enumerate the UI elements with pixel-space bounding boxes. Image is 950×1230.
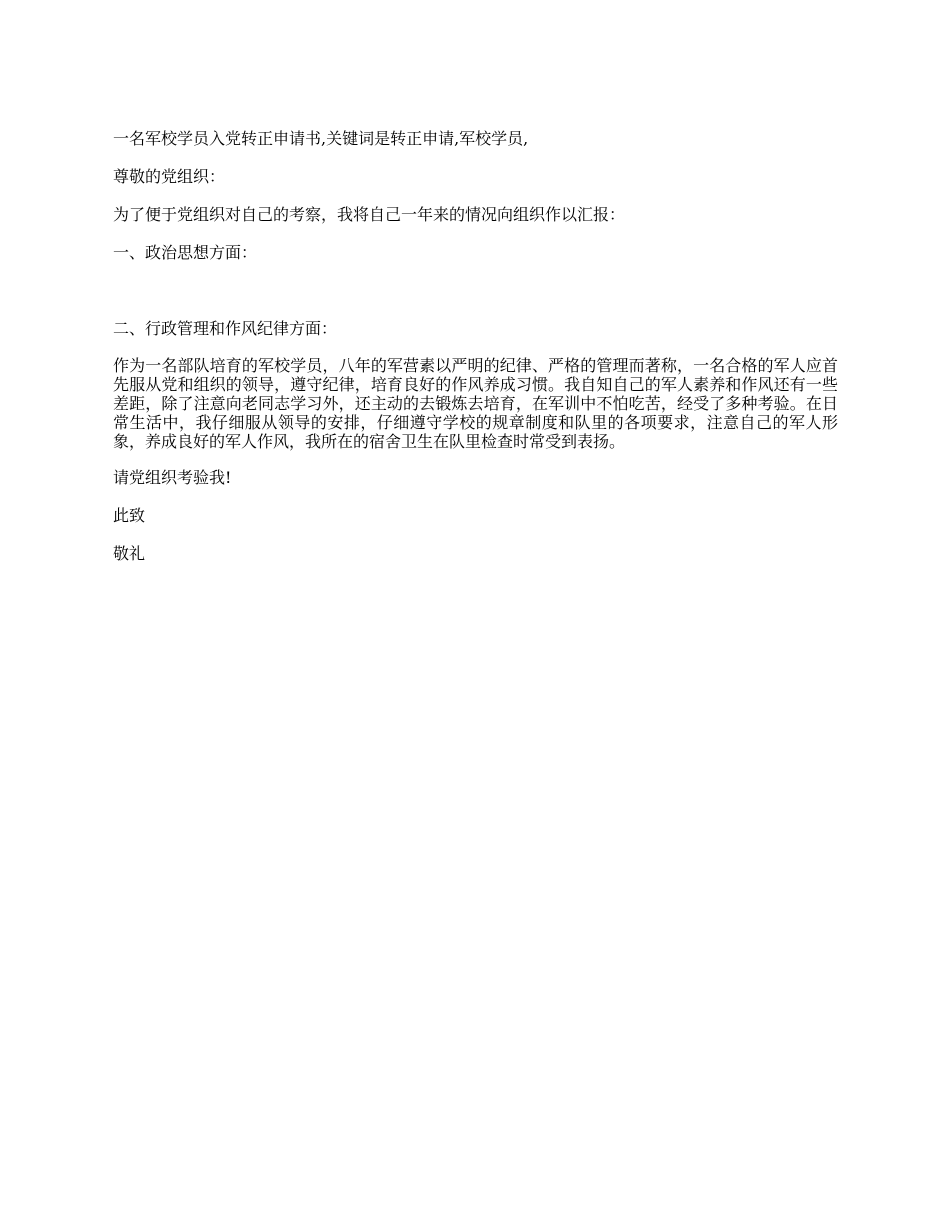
section-body-discipline: 作为一名部队培育的军校学员，八年的军营素以严明的纪律、严格的管理而著称，一名合格的军人应首先服从党和组织的领导，遵守纪律，培育良好的作风养成习惯。我自知自己的军人素养和作风还有一些差距，除了注意向老同志学习外，还主动的去锻炼去培育，在军训中不怕吃苦，经受了多种考验。在日常生活中，我仔细服从领导的安排，仔细遵守学校的规章制度和队里的各项要求，注意自己的军人形象，养成良好的军人作风，我所在的宿舍卫生在队里检查时常受到表扬。 [113, 356, 838, 451]
closing-request: 请党组织考验我! [113, 468, 232, 487]
section-heading-discipline: 二、行政管理和作风纪律方面： [113, 319, 338, 338]
closing-greeting-1: 此致 [113, 506, 146, 525]
section-heading-political: 一、政治思想方面： [113, 243, 258, 262]
document-body [113, 128, 838, 565]
closing-greeting-2: 敬礼 [113, 544, 146, 563]
intro-paragraph: 为了便于党组织对自己的考察，我将自己一年来的情况向组织作以汇报： [113, 205, 626, 224]
document-title-line: 一名军校学员入党转正申请书,关键词是转正申请,军校学员, [113, 129, 529, 148]
salutation: 尊敬的党组织： [113, 167, 226, 186]
